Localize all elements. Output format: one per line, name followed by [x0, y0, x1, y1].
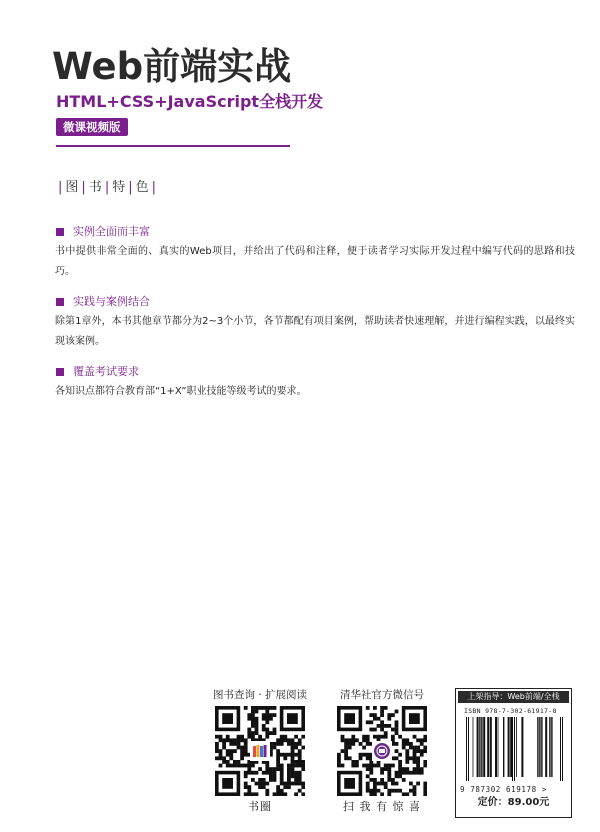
features-heading: | 图 | 书 | 特 | 色 |	[58, 180, 157, 195]
feature-body: 书中提供非常全面的、真实的Web项目，并给出了代码和注释，便于读者学习实际开发过程中编写代码的思路和技巧。	[55, 246, 575, 277]
title-divider	[56, 145, 290, 147]
bullet-square-icon	[56, 228, 64, 236]
feature-section	[55, 225, 575, 282]
qr-caption: 清华社官方微信号	[340, 689, 424, 701]
qr-caption: 图书查询 · 扩展阅读	[212, 689, 307, 701]
qr-block-book-query	[207, 688, 313, 814]
qr-block-wechat	[329, 688, 435, 814]
tsinghua-press-logo-icon	[372, 741, 392, 761]
qr-code-icon[interactable]	[215, 706, 305, 796]
bullet-square-icon	[56, 298, 64, 306]
barcode-digits: 9 787302 619178 >	[460, 785, 547, 794]
barcode-box	[455, 688, 572, 818]
features-heading-char: 图	[65, 180, 79, 195]
features-heading-char: 书	[88, 180, 102, 195]
bullet-square-icon	[56, 368, 64, 376]
book-subtitle: HTML+CSS+JavaScript全栈开发	[56, 92, 324, 111]
shelf-label: 上架指导：Web前端/全栈	[458, 691, 569, 703]
price: 定价：89.00元	[477, 797, 550, 808]
features-heading-char: 特	[112, 180, 126, 195]
book-circle-logo-icon	[250, 741, 270, 761]
feature-body: 各知识点都符合教育部“1+X”职业技能等级考试的要求。	[55, 386, 307, 397]
book-title: Web前端实战	[52, 45, 292, 88]
feature-title: 实例全面而丰富	[73, 225, 150, 238]
qr-label: 扫 我 有 惊 喜	[343, 800, 421, 813]
barcode-icon	[464, 717, 564, 781]
feature-section	[55, 365, 575, 402]
feature-title: 实践与案例结合	[73, 295, 150, 308]
features-heading-char: 色	[135, 180, 149, 195]
feature-title: 覆盖考试要求	[73, 365, 139, 378]
edition-badge: 微课视频版	[56, 118, 128, 136]
qr-label: 书圈	[248, 800, 272, 813]
qr-code-icon[interactable]	[337, 706, 427, 796]
feature-section	[55, 295, 575, 352]
isbn-text: ISBN 978-7-302-61917-8	[464, 707, 557, 715]
feature-body: 除第1章外，本书其他章节都分为2~3个小节，各节都配有项目案例，帮助读者快速理解，并进行编程实践，以最终实现该案例。	[55, 316, 575, 347]
